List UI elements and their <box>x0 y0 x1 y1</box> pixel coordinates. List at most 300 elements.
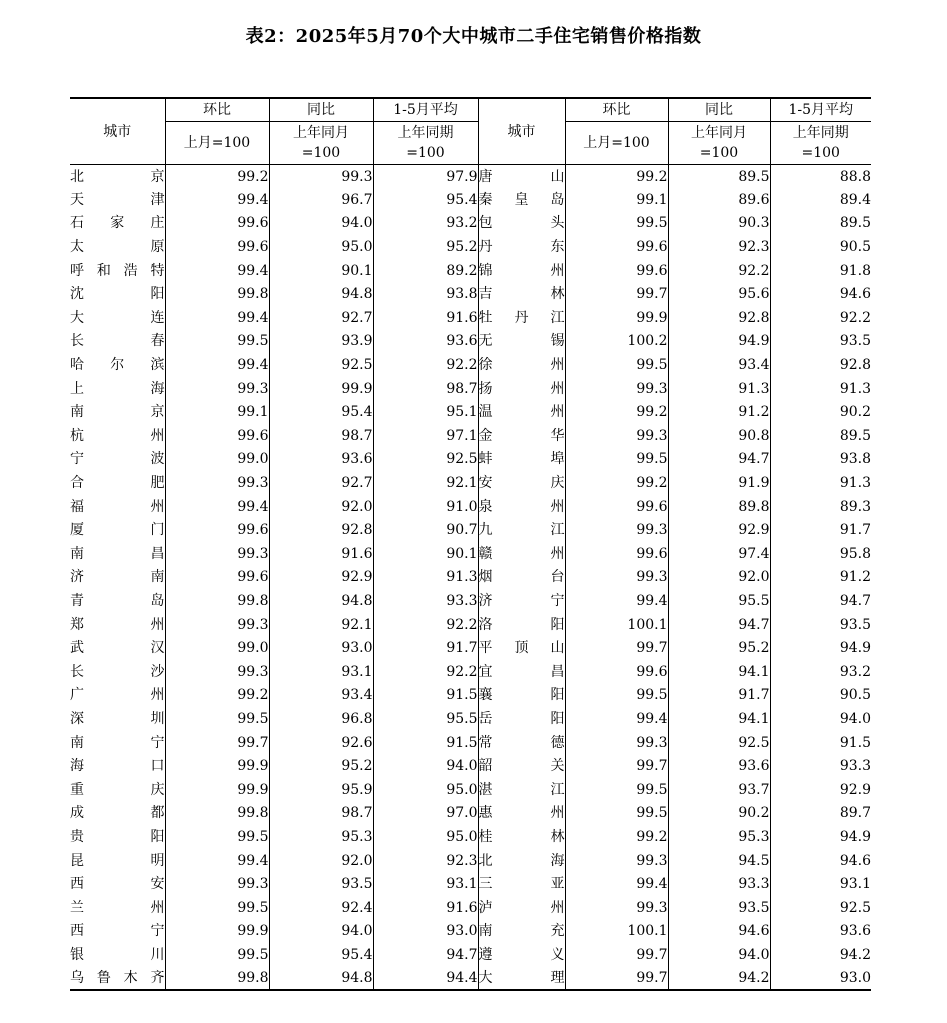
city-right-cell <box>478 872 565 896</box>
city-name: 徐州 <box>478 357 565 374</box>
city-name: 北海 <box>478 852 565 869</box>
yoy-left-cell: 94.8 <box>269 282 373 306</box>
city-name: 深圳 <box>70 710 165 727</box>
avg-right-cell: 93.3 <box>839 758 871 775</box>
avg-left-cell: 91.0 <box>373 495 478 519</box>
city-name: 襄阳 <box>478 687 565 704</box>
mom-right-cell: 100.1 <box>565 613 668 637</box>
yoy-left-cell: 92.0 <box>269 849 373 873</box>
city-name: 锦州 <box>478 262 565 279</box>
avg-right-cell: 94.6 <box>839 286 871 303</box>
avg-left-cell: 95.4 <box>373 188 478 212</box>
yoy-left-cell: 94.0 <box>269 920 373 944</box>
col-header-mom-left: 环比 <box>165 98 269 122</box>
city-left-cell <box>70 471 165 495</box>
table-row <box>70 235 871 259</box>
city-left-cell <box>70 424 165 448</box>
avg-left-cell: 95.2 <box>373 235 478 259</box>
avg-left-cell: 98.7 <box>373 377 478 401</box>
avg-left-cell: 92.5 <box>373 448 478 472</box>
mom-right-cell: 99.2 <box>565 825 668 849</box>
mom-right-cell: 99.3 <box>565 424 668 448</box>
city-right-cell <box>478 754 565 778</box>
yoy-right-cell: 92.2 <box>668 259 770 283</box>
city-left-cell <box>70 282 165 306</box>
mom-left-cell: 99.3 <box>165 872 269 896</box>
yoy-left-cell: 98.7 <box>269 802 373 826</box>
yoy-right-cell: 91.3 <box>668 377 770 401</box>
yoy-left-cell: 98.7 <box>269 424 373 448</box>
city-left-cell <box>70 943 165 967</box>
yoy-right-cell: 95.3 <box>668 825 770 849</box>
table-row <box>70 188 871 212</box>
yoy-left-cell: 99.3 <box>269 165 373 189</box>
avg-left-cell: 93.2 <box>373 212 478 236</box>
mom-right-cell: 99.5 <box>565 778 668 802</box>
col-header-mom-right: 环比 <box>565 98 668 122</box>
city-right-cell <box>478 330 565 354</box>
city-right-cell <box>478 660 565 684</box>
table-body <box>70 165 871 991</box>
city-name: 杭州 <box>70 427 165 444</box>
table-row <box>70 802 871 826</box>
mom-right-cell: 99.6 <box>565 660 668 684</box>
avg-right-cell: 91.5 <box>839 734 871 751</box>
city-left-cell <box>70 731 165 755</box>
city-name: 唐山 <box>478 168 565 185</box>
yoy-left-cell: 92.0 <box>269 495 373 519</box>
avg-left-cell: 92.1 <box>373 471 478 495</box>
avg-right-cell: 93.5 <box>839 616 871 633</box>
city-name: 西安 <box>70 876 165 893</box>
table-row <box>70 943 871 967</box>
avg-left-cell: 95.5 <box>373 707 478 731</box>
yoy-right-cell: 92.8 <box>668 306 770 330</box>
table-row <box>70 259 871 283</box>
city-left-cell <box>70 518 165 542</box>
yoy-left-cell: 93.6 <box>269 448 373 472</box>
avg-left-cell: 91.6 <box>373 896 478 920</box>
city-name: 南宁 <box>70 734 165 751</box>
mom-left-cell: 99.5 <box>165 943 269 967</box>
avg-left-cell: 95.0 <box>373 825 478 849</box>
yoy-left-cell: 96.7 <box>269 188 373 212</box>
yoy-left-cell: 93.0 <box>269 636 373 660</box>
mom-right-cell: 99.3 <box>565 731 668 755</box>
city-name: 平顶山 <box>478 640 565 657</box>
table-row <box>70 212 871 236</box>
mom-left-cell: 99.3 <box>165 471 269 495</box>
city-right-cell <box>478 282 565 306</box>
table-row <box>70 896 871 920</box>
col-header-city-left: 城市 <box>70 98 165 165</box>
yoy-left-cell: 95.0 <box>269 235 373 259</box>
mom-right-cell: 99.6 <box>565 542 668 566</box>
mom-left-cell: 99.9 <box>165 754 269 778</box>
yoy-right-cell: 89.8 <box>668 495 770 519</box>
avg-left-cell: 89.2 <box>373 259 478 283</box>
city-name: 济宁 <box>478 592 565 609</box>
table-row <box>70 353 871 377</box>
mom-right-cell: 99.4 <box>565 707 668 731</box>
city-name: 长沙 <box>70 663 165 680</box>
avg-right-cell: 92.8 <box>839 357 871 374</box>
mom-left-cell: 99.9 <box>165 778 269 802</box>
city-name: 安庆 <box>478 475 565 492</box>
city-name: 遵义 <box>478 946 565 963</box>
col-header-avg-right: 1-5月平均 <box>770 98 871 122</box>
mom-left-cell: 99.4 <box>165 353 269 377</box>
city-right-cell <box>478 825 565 849</box>
city-name: 大理 <box>478 969 565 986</box>
city-left-cell <box>70 330 165 354</box>
city-name: 秦皇岛 <box>478 191 565 208</box>
avg-left-cell: 94.4 <box>373 967 478 991</box>
avg-left-cell: 91.6 <box>373 306 478 330</box>
avg-left-cell: 90.7 <box>373 518 478 542</box>
city-right-cell <box>478 353 565 377</box>
avg-left-cell: 93.6 <box>373 330 478 354</box>
mom-right-cell: 99.5 <box>565 353 668 377</box>
avg-left-cell: 93.8 <box>373 282 478 306</box>
yoy-right-cell: 93.6 <box>668 754 770 778</box>
avg-left-cell: 93.3 <box>373 589 478 613</box>
table-row <box>70 471 871 495</box>
city-left-cell <box>70 778 165 802</box>
city-name: 常德 <box>478 734 565 751</box>
city-name: 岳阳 <box>478 710 565 727</box>
city-name: 武汉 <box>70 640 165 657</box>
city-right-cell <box>478 802 565 826</box>
city-name: 温州 <box>478 404 565 421</box>
city-left-cell <box>70 825 165 849</box>
avg-right-cell: 89.5 <box>839 427 871 444</box>
yoy-left-cell: 94.8 <box>269 967 373 991</box>
yoy-left-cell: 92.4 <box>269 896 373 920</box>
mom-left-cell: 99.5 <box>165 896 269 920</box>
city-left-cell <box>70 495 165 519</box>
mom-left-cell: 99.8 <box>165 589 269 613</box>
city-right-cell <box>478 306 565 330</box>
yoy-left-cell: 96.8 <box>269 707 373 731</box>
col-header-yoy-right: 同比 <box>668 98 770 122</box>
yoy-left-cell: 93.9 <box>269 330 373 354</box>
city-name: 韶关 <box>478 758 565 775</box>
city-right-cell <box>478 212 565 236</box>
avg-left-cell: 92.2 <box>373 660 478 684</box>
table-row <box>70 282 871 306</box>
city-left-cell <box>70 212 165 236</box>
avg-left-cell: 95.0 <box>373 778 478 802</box>
city-right-cell <box>478 684 565 708</box>
city-name: 烟台 <box>478 569 565 586</box>
mom-right-cell: 99.6 <box>565 259 668 283</box>
city-name: 银川 <box>70 946 165 963</box>
city-name: 长春 <box>70 333 165 350</box>
yoy-right-cell: 89.5 <box>668 165 770 189</box>
city-left-cell <box>70 707 165 731</box>
table-row <box>70 872 871 896</box>
avg-left-cell: 93.1 <box>373 872 478 896</box>
mom-left-cell: 99.6 <box>165 235 269 259</box>
avg-right-cell: 92.9 <box>839 781 871 798</box>
city-left-cell <box>70 235 165 259</box>
yoy-left-cell: 92.9 <box>269 566 373 590</box>
city-name: 蚌埠 <box>478 451 565 468</box>
avg-right-cell: 91.7 <box>839 522 871 539</box>
city-name: 金华 <box>478 427 565 444</box>
mom-right-cell: 99.3 <box>565 849 668 873</box>
city-right-cell <box>478 778 565 802</box>
mom-left-cell: 99.5 <box>165 707 269 731</box>
city-name: 南充 <box>478 923 565 940</box>
table-row <box>70 400 871 424</box>
mom-right-cell: 99.9 <box>565 306 668 330</box>
city-left-cell <box>70 306 165 330</box>
city-right-cell <box>478 967 565 991</box>
mom-left-cell: 99.4 <box>165 306 269 330</box>
mom-left-cell: 99.8 <box>165 967 269 991</box>
city-name: 赣州 <box>478 545 565 562</box>
table-row <box>70 920 871 944</box>
city-left-cell <box>70 165 165 189</box>
table-row <box>70 613 871 637</box>
yoy-right-cell: 89.6 <box>668 188 770 212</box>
mom-left-cell: 99.6 <box>165 212 269 236</box>
avg-right-cell: 92.5 <box>839 899 871 916</box>
city-left-cell <box>70 259 165 283</box>
city-right-cell <box>478 165 565 189</box>
table-row <box>70 330 871 354</box>
mom-right-cell: 99.3 <box>565 377 668 401</box>
yoy-right-cell: 91.7 <box>668 684 770 708</box>
city-name: 广州 <box>70 687 165 704</box>
mom-right-cell: 99.3 <box>565 896 668 920</box>
avg-right-cell: 94.9 <box>839 828 871 845</box>
yoy-left-cell: 95.9 <box>269 778 373 802</box>
city-name: 成都 <box>70 805 165 822</box>
table-row <box>70 495 871 519</box>
yoy-left-cell: 92.1 <box>269 613 373 637</box>
city-name: 海口 <box>70 758 165 775</box>
city-name: 沈阳 <box>70 286 165 303</box>
city-left-cell <box>70 967 165 991</box>
mom-left-cell: 99.8 <box>165 282 269 306</box>
city-right-cell <box>478 377 565 401</box>
mom-right-cell: 100.1 <box>565 920 668 944</box>
mom-right-cell: 99.5 <box>565 212 668 236</box>
city-left-cell <box>70 377 165 401</box>
city-name: 青岛 <box>70 592 165 609</box>
avg-left-cell: 92.2 <box>373 353 478 377</box>
city-right-cell <box>478 613 565 637</box>
city-left-cell <box>70 636 165 660</box>
city-name: 惠州 <box>478 805 565 822</box>
city-right-cell <box>478 235 565 259</box>
city-left-cell <box>70 188 165 212</box>
city-name: 济南 <box>70 569 165 586</box>
avg-right-cell: 93.8 <box>839 451 871 468</box>
city-left-cell <box>70 353 165 377</box>
city-name: 郑州 <box>70 616 165 633</box>
yoy-right-cell: 90.3 <box>668 212 770 236</box>
avg-left-cell: 92.3 <box>373 849 478 873</box>
city-left-cell <box>70 448 165 472</box>
yoy-right-cell: 94.9 <box>668 330 770 354</box>
avg-left-cell: 93.0 <box>373 920 478 944</box>
city-name: 重庆 <box>70 781 165 798</box>
yoy-right-cell: 94.1 <box>668 707 770 731</box>
city-right-cell <box>478 400 565 424</box>
avg-left-cell: 94.0 <box>373 754 478 778</box>
yoy-left-cell: 92.8 <box>269 518 373 542</box>
price-index-table <box>70 97 871 991</box>
avg-right-cell: 94.6 <box>839 852 871 869</box>
mom-left-cell: 99.9 <box>165 920 269 944</box>
table-row <box>70 566 871 590</box>
mom-right-cell: 99.6 <box>565 495 668 519</box>
city-right-cell <box>478 542 565 566</box>
city-left-cell <box>70 849 165 873</box>
avg-right-cell: 90.2 <box>839 404 871 421</box>
yoy-right-cell: 97.4 <box>668 542 770 566</box>
yoy-right-cell: 92.9 <box>668 518 770 542</box>
yoy-right-cell: 94.7 <box>668 613 770 637</box>
mom-right-cell: 99.6 <box>565 235 668 259</box>
city-name: 上海 <box>70 380 165 397</box>
mom-left-cell: 99.4 <box>165 495 269 519</box>
city-left-cell <box>70 400 165 424</box>
avg-left-cell: 92.2 <box>373 613 478 637</box>
city-left-cell <box>70 802 165 826</box>
city-left-cell <box>70 872 165 896</box>
avg-right-cell: 94.0 <box>839 710 871 727</box>
avg-left-cell: 91.5 <box>373 731 478 755</box>
yoy-left-cell: 90.1 <box>269 259 373 283</box>
table-row <box>70 542 871 566</box>
mom-right-cell: 99.7 <box>565 636 668 660</box>
city-name: 福州 <box>70 498 165 515</box>
avg-right-cell: 95.8 <box>839 545 871 562</box>
city-left-cell <box>70 660 165 684</box>
city-left-cell <box>70 920 165 944</box>
city-name: 包头 <box>478 215 565 232</box>
city-name: 泉州 <box>478 498 565 515</box>
city-left-cell <box>70 613 165 637</box>
mom-left-cell: 99.3 <box>165 542 269 566</box>
yoy-left-cell: 95.3 <box>269 825 373 849</box>
avg-right-cell: 94.2 <box>839 946 871 963</box>
avg-left-cell: 97.9 <box>373 165 478 189</box>
city-right-cell <box>478 188 565 212</box>
mom-left-cell: 99.4 <box>165 259 269 283</box>
city-name: 呼和浩特 <box>70 262 165 279</box>
city-right-cell <box>478 589 565 613</box>
avg-left-cell: 94.7 <box>373 943 478 967</box>
yoy-right-cell: 93.5 <box>668 896 770 920</box>
avg-left-cell: 97.1 <box>373 424 478 448</box>
avg-left-cell: 91.5 <box>373 684 478 708</box>
city-name: 丹东 <box>478 239 565 256</box>
table-row <box>70 377 871 401</box>
city-right-cell <box>478 920 565 944</box>
yoy-left-cell: 93.1 <box>269 660 373 684</box>
city-right-cell <box>478 636 565 660</box>
avg-right-cell: 91.2 <box>839 569 871 586</box>
mom-left-cell: 99.4 <box>165 188 269 212</box>
mom-left-cell: 99.6 <box>165 424 269 448</box>
yoy-left-cell: 95.4 <box>269 943 373 967</box>
mom-left-cell: 99.3 <box>165 613 269 637</box>
avg-right-cell: 89.3 <box>839 498 871 515</box>
avg-right-cell: 94.9 <box>839 640 871 657</box>
city-name: 南京 <box>70 404 165 421</box>
table-row <box>70 518 871 542</box>
yoy-left-cell: 92.7 <box>269 471 373 495</box>
mom-base-left: 上月=100 <box>165 122 269 165</box>
city-name: 三亚 <box>478 876 565 893</box>
mom-left-cell: 99.2 <box>165 165 269 189</box>
yoy-left-cell: 95.4 <box>269 400 373 424</box>
yoy-right-cell: 94.6 <box>668 920 770 944</box>
mom-left-cell: 99.1 <box>165 400 269 424</box>
city-name: 兰州 <box>70 899 165 916</box>
city-right-cell <box>478 424 565 448</box>
mom-right-cell: 99.5 <box>565 802 668 826</box>
mom-left-cell: 99.8 <box>165 802 269 826</box>
table-row <box>70 636 871 660</box>
avg-right-cell: 93.0 <box>770 967 871 991</box>
city-name: 扬州 <box>478 380 565 397</box>
city-name: 太原 <box>70 239 165 256</box>
avg-right-cell: 91.8 <box>839 262 871 279</box>
yoy-right-cell: 95.6 <box>668 282 770 306</box>
mom-left-cell: 99.6 <box>165 518 269 542</box>
col-header-city-right: 城市 <box>478 98 565 165</box>
mom-right-cell: 99.1 <box>565 188 668 212</box>
avg-left-cell: 90.1 <box>373 542 478 566</box>
mom-right-cell: 99.2 <box>565 165 668 189</box>
table-row <box>70 778 871 802</box>
city-right-cell <box>478 495 565 519</box>
city-name: 无锡 <box>478 333 565 350</box>
table-row <box>70 967 871 991</box>
city-right-cell <box>478 849 565 873</box>
mom-right-cell: 99.7 <box>565 754 668 778</box>
mom-right-cell: 99.4 <box>565 589 668 613</box>
city-name: 天津 <box>70 191 165 208</box>
mom-left-cell: 99.5 <box>165 330 269 354</box>
city-left-cell <box>70 566 165 590</box>
mom-left-cell: 99.7 <box>165 731 269 755</box>
city-left-cell <box>70 896 165 920</box>
city-name: 宜昌 <box>478 663 565 680</box>
table-row <box>70 660 871 684</box>
city-right-cell <box>478 518 565 542</box>
yoy-base-right: 上年同月 =100 <box>668 122 770 165</box>
mom-left-cell: 99.4 <box>165 849 269 873</box>
yoy-right-cell: 94.0 <box>668 943 770 967</box>
avg-right-cell: 90.5 <box>839 239 871 256</box>
yoy-left-cell: 94.0 <box>269 212 373 236</box>
yoy-base-left: 上年同月 =100 <box>269 122 373 165</box>
mom-left-cell: 99.0 <box>165 636 269 660</box>
city-name: 南昌 <box>70 545 165 562</box>
avg-left-cell: 97.0 <box>373 802 478 826</box>
yoy-left-cell: 99.9 <box>269 377 373 401</box>
avg-right-cell: 93.5 <box>839 333 871 350</box>
table-row <box>70 306 871 330</box>
